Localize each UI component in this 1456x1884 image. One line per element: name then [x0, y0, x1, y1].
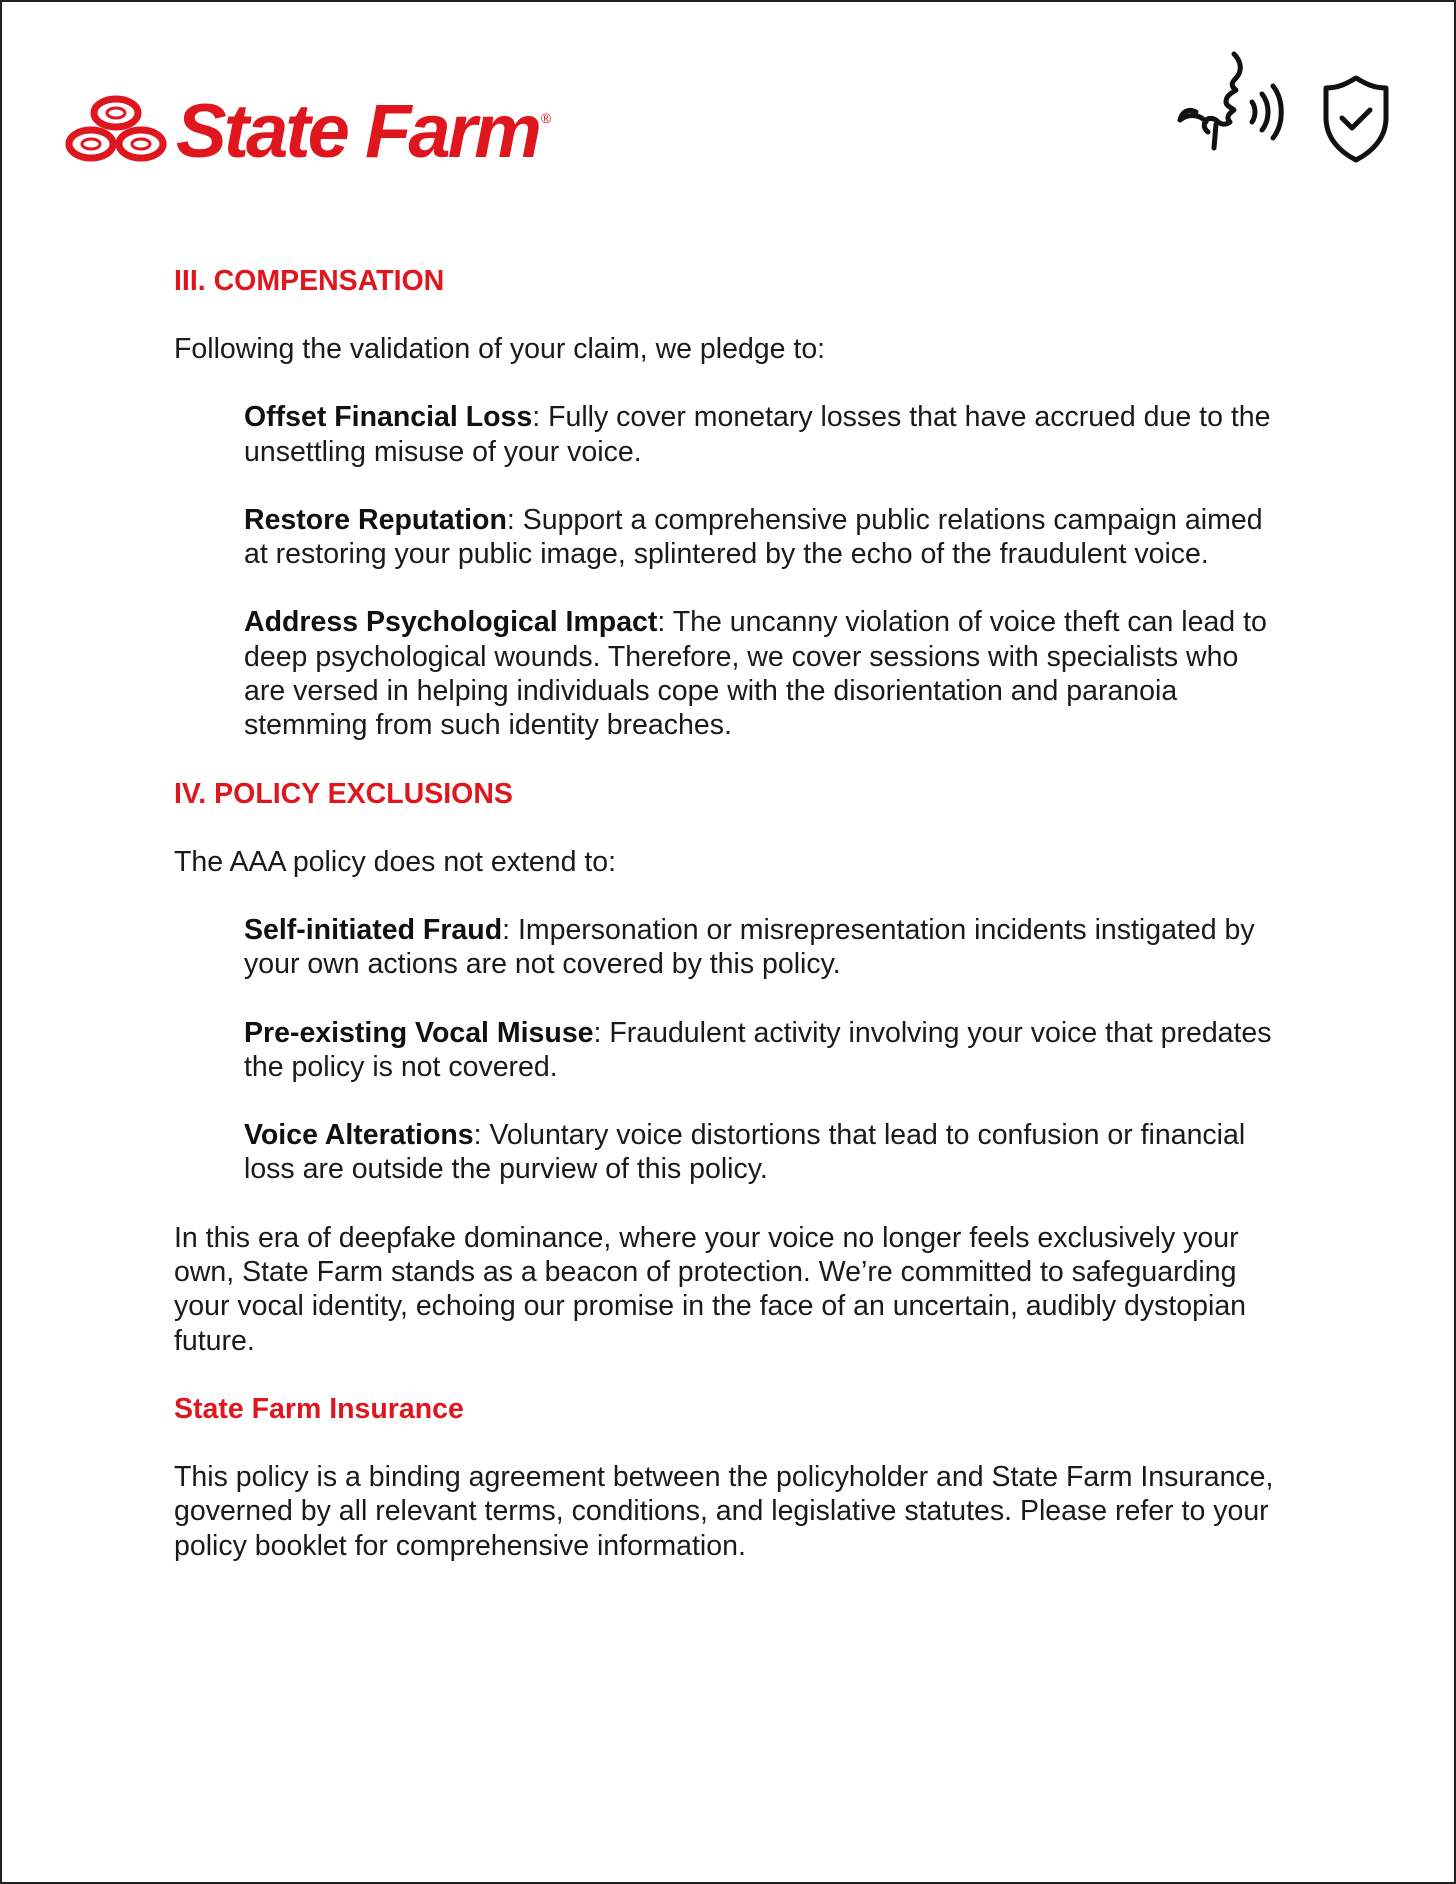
registered-mark: ® [540, 110, 549, 126]
state-farm-logo [64, 89, 549, 174]
list-item [244, 913, 1284, 982]
item-term: Offset Financial Loss [244, 401, 533, 434]
list-item [244, 1118, 1284, 1187]
item-text: : Support a comprehensive public relations campaign aimed at restoring your public image, splintered by the echo of the fraudulent voice. [244, 503, 1263, 571]
voice-shield-check-icon [1176, 48, 1396, 176]
section-policy-exclusions [174, 777, 1284, 1187]
list-item [244, 605, 1284, 742]
item-term: Address Psychological Impact [244, 606, 658, 639]
item-text: : Impersonation or misrepresentation incidents instigated by your own actions are not covered by this policy. [244, 913, 1255, 981]
section-heading: IV. POLICY EXCLUSIONS [174, 777, 513, 810]
section-compensation [174, 264, 1284, 743]
closing-paragraph: In this era of deepfake dominance, where your voice no longer feels exclusively your own, State Farm stands as a beacon of protection. We’re committed to safeguarding your vocal identity, echoing our promise in the face of an uncertain, audibly dystopian future. [174, 1221, 1247, 1357]
item-text: : Fully cover monetary losses that have accrued due to the unsettling misuse of your voice. [244, 401, 1271, 468]
item-text: : Voluntary voice distortions that lead to confusion or financial loss are outside the purview of this policy. [244, 1119, 1246, 1186]
signature-heading: State Farm Insurance [174, 1392, 464, 1425]
document-body [174, 264, 1284, 1563]
three-ovals-logo-icon [64, 94, 168, 166]
section-heading: III. COMPENSATION [174, 265, 445, 297]
item-text: : The uncanny violation of voice theft can lead to deep psychological wounds. Therefore, we cover sessions with specialists who are versed in helping individuals cope with the disorientation and paranoia stemming from such identity breaches. [244, 606, 1267, 742]
list-item [244, 1016, 1284, 1085]
brand-name: State Farm [176, 89, 539, 174]
section-intro: Following the validation of your claim, we pledge to: [174, 333, 826, 365]
section-intro: The AAA policy does not extend to: [174, 845, 617, 878]
item-term: Restore Reputation [244, 503, 507, 536]
item-text: : Fraudulent activity involving your voice that predates the policy is not covered. [244, 1016, 1272, 1083]
item-term: Pre-existing Vocal Misuse [244, 1016, 594, 1049]
list-item [244, 400, 1284, 469]
item-term: Self-initiated Fraud [244, 913, 503, 946]
list-item [244, 503, 1284, 572]
legal-paragraph: This policy is a binding agreement between the policyholder and State Farm Insurance, governed by all relevant terms, conditions, and legislative statutes. Please refer to your policy booklet for comprehensive information. [174, 1460, 1274, 1562]
brand-wordmark [176, 89, 549, 174]
item-term: Voice Alterations [244, 1119, 474, 1152]
